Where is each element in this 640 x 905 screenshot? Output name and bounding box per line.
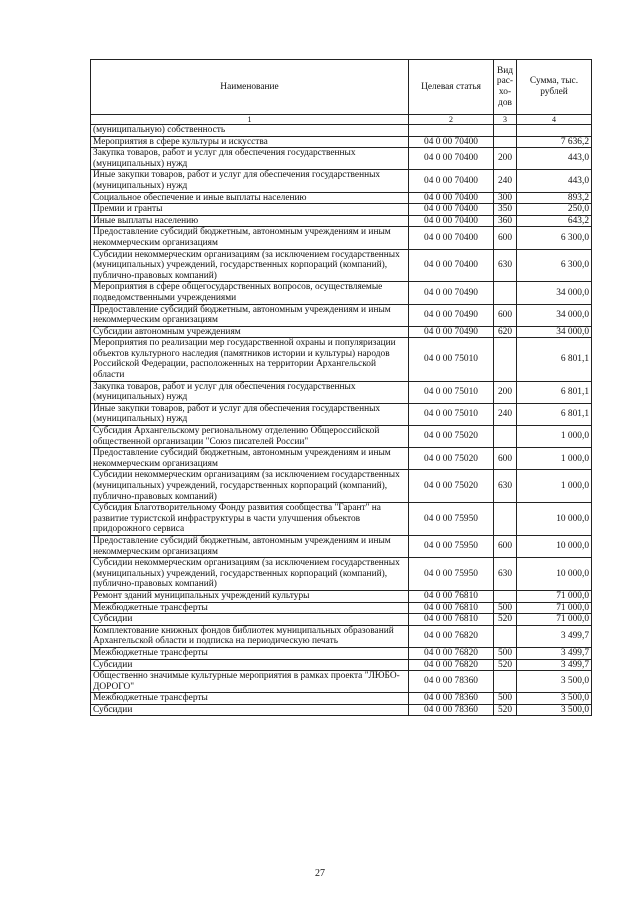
row-name: Межбюджетные трансферты (91, 602, 409, 614)
row-name: Субсидии (91, 704, 409, 716)
row-expense-type: 500 (494, 693, 517, 705)
row-expense-type: 600 (494, 448, 517, 470)
row-name: Закупка товаров, работ и услуг для обеспечения государственных (муниципальных) нужд (91, 381, 409, 403)
table-row (91, 647, 592, 659)
row-name: Субсидии (91, 614, 409, 626)
row-target-article: 04 0 00 75020 (409, 448, 494, 470)
row-sum: 6 300,0 (517, 249, 592, 282)
table-row (91, 704, 592, 716)
row-name: (муниципальную) собственность (91, 125, 409, 137)
table-row (91, 227, 592, 249)
row-expense-type: 500 (494, 647, 517, 659)
column-numbering-row (91, 115, 592, 125)
row-name: Общественно значимые культурные мероприятия в рамках проекта "ЛЮБО-ДОРОГО" (91, 671, 409, 693)
row-target-article: 04 0 00 76810 (409, 602, 494, 614)
row-name: Субсидии (91, 659, 409, 671)
row-sum: 71 000,0 (517, 590, 592, 602)
row-sum (517, 125, 592, 137)
table-row (91, 170, 592, 192)
row-name: Иные закупки товаров, работ и услуг для обеспечения государственных (муниципальных) нужд (91, 403, 409, 425)
row-expense-type: 300 (494, 192, 517, 204)
table-row (91, 659, 592, 671)
row-target-article: 04 0 00 75010 (409, 381, 494, 403)
table-row (91, 204, 592, 216)
row-name: Комплектование книжных фондов библиотек муниципальных образований Архангельской области и подписка на периодическую печать (91, 625, 409, 647)
table-row (91, 602, 592, 614)
row-target-article: 04 0 00 75020 (409, 426, 494, 448)
row-expense-type: 630 (494, 470, 517, 503)
row-name: Ремонт зданий муниципальных учреждений культуры (91, 590, 409, 602)
column-number: 3 (494, 115, 517, 125)
row-target-article: 04 0 00 75950 (409, 558, 494, 591)
header-target-article: Целевая статья (409, 60, 494, 115)
row-expense-type: 200 (494, 381, 517, 403)
row-name: Предоставление субсидий бюджетным, автономным учреждениям и иным некоммерческим организациям (91, 448, 409, 470)
row-name: Межбюджетные трансферты (91, 647, 409, 659)
row-name: Предоставление субсидий бюджетным, автономным учреждениям и иным некоммерческим организациям (91, 535, 409, 557)
row-sum: 1 000,0 (517, 448, 592, 470)
row-expense-type: 500 (494, 602, 517, 614)
row-sum: 443,0 (517, 148, 592, 170)
table-row (91, 671, 592, 693)
table-row (91, 535, 592, 557)
row-name: Мероприятия в сфере культуры и искусства (91, 136, 409, 148)
table-row (91, 625, 592, 647)
row-name: Иные закупки товаров, работ и услуг для обеспечения государственных (муниципальных) нужд (91, 170, 409, 192)
row-target-article: 04 0 00 70400 (409, 136, 494, 148)
row-sum: 6 801,1 (517, 338, 592, 381)
row-sum: 3 499,7 (517, 647, 592, 659)
column-number: 1 (91, 115, 409, 125)
column-number: 2 (409, 115, 494, 125)
table-row (91, 614, 592, 626)
row-sum: 10 000,0 (517, 535, 592, 557)
row-target-article: 04 0 00 76810 (409, 590, 494, 602)
row-name: Социальное обеспечение и иные выплаты населению (91, 192, 409, 204)
table-row (91, 249, 592, 282)
row-target-article: 04 0 00 70400 (409, 227, 494, 249)
row-target-article: 04 0 00 76820 (409, 625, 494, 647)
row-target-article: 04 0 00 70400 (409, 215, 494, 227)
row-sum: 3 500,0 (517, 671, 592, 693)
row-name: Субсидия Благотворительному Фонду развития сообщества "Гарант" на развитие туристской инфраструктуры в части улучшения объектов придорожного сервиса (91, 503, 409, 536)
row-expense-type: 240 (494, 403, 517, 425)
row-name: Мероприятия в сфере общегосударственных вопросов, осуществляемые подведомственными учреждениями (91, 282, 409, 304)
row-sum: 34 000,0 (517, 304, 592, 326)
table-row (91, 426, 592, 448)
row-target-article: 04 0 00 70400 (409, 170, 494, 192)
row-sum: 6 801,1 (517, 381, 592, 403)
table-row (91, 215, 592, 227)
table-row (91, 338, 592, 381)
row-expense-type (494, 625, 517, 647)
row-target-article: 04 0 00 76820 (409, 659, 494, 671)
table-row (91, 470, 592, 503)
table-row (91, 381, 592, 403)
row-target-article: 04 0 00 70400 (409, 192, 494, 204)
table-row (91, 282, 592, 304)
row-name: Премии и гранты (91, 204, 409, 216)
table-row (91, 503, 592, 536)
row-sum: 7 636,2 (517, 136, 592, 148)
row-target-article: 04 0 00 76810 (409, 614, 494, 626)
row-expense-type: 600 (494, 227, 517, 249)
row-target-article: 04 0 00 70400 (409, 249, 494, 282)
column-number: 4 (517, 115, 592, 125)
row-expense-type (494, 426, 517, 448)
row-expense-type: 360 (494, 215, 517, 227)
row-name: Субсидии некоммерческим организациям (за исключением государственных (муниципальных) учреждений, государственных корпораций (компаний), публично-правовых компаний) (91, 470, 409, 503)
table-row (91, 125, 592, 137)
row-name: Субсидии некоммерческим организациям (за исключением государственных (муниципальных) учреждений, государственных корпораций (компаний), публично-правовых компаний) (91, 249, 409, 282)
row-name: Субсидии автономным учреждениям (91, 326, 409, 338)
row-sum: 10 000,0 (517, 503, 592, 536)
row-target-article: 04 0 00 75950 (409, 535, 494, 557)
row-expense-type (494, 590, 517, 602)
row-expense-type: 240 (494, 170, 517, 192)
row-expense-type: 520 (494, 704, 517, 716)
table-row (91, 448, 592, 470)
row-name: Предоставление субсидий бюджетным, автономным учреждениям и иным некоммерческим организациям (91, 227, 409, 249)
table-row (91, 136, 592, 148)
header-sum: Сумма, тыс. рублей (517, 60, 592, 115)
row-sum: 3 500,0 (517, 693, 592, 705)
row-sum: 3 499,7 (517, 659, 592, 671)
row-sum: 893,2 (517, 192, 592, 204)
row-expense-type: 520 (494, 659, 517, 671)
row-sum: 250,0 (517, 204, 592, 216)
row-sum: 443,0 (517, 170, 592, 192)
row-sum: 34 000,0 (517, 326, 592, 338)
row-sum: 71 000,0 (517, 602, 592, 614)
row-sum: 10 000,0 (517, 558, 592, 591)
table-row (91, 693, 592, 705)
table-row (91, 590, 592, 602)
table-row (91, 148, 592, 170)
row-target-article: 04 0 00 70490 (409, 282, 494, 304)
row-expense-type (494, 282, 517, 304)
table-body (91, 125, 592, 716)
row-target-article: 04 0 00 76820 (409, 647, 494, 659)
row-expense-type: 350 (494, 204, 517, 216)
budget-table (90, 59, 592, 716)
row-expense-type (494, 503, 517, 536)
row-expense-type: 620 (494, 326, 517, 338)
row-sum: 3 499,7 (517, 625, 592, 647)
row-expense-type: 600 (494, 304, 517, 326)
row-sum: 34 000,0 (517, 282, 592, 304)
row-sum: 643,2 (517, 215, 592, 227)
row-target-article: 04 0 00 78360 (409, 693, 494, 705)
row-expense-type (494, 136, 517, 148)
row-sum: 1 000,0 (517, 426, 592, 448)
row-expense-type (494, 338, 517, 381)
table-row (91, 304, 592, 326)
row-expense-type (494, 125, 517, 137)
table-header-row (91, 60, 592, 115)
row-sum: 3 500,0 (517, 704, 592, 716)
row-sum: 6 801,1 (517, 403, 592, 425)
row-name: Предоставление субсидий бюджетным, автономным учреждениям и иным некоммерческим организациям (91, 304, 409, 326)
row-target-article: 04 0 00 70400 (409, 148, 494, 170)
row-target-article: 04 0 00 75010 (409, 403, 494, 425)
row-expense-type: 630 (494, 558, 517, 591)
row-target-article (409, 125, 494, 137)
row-target-article: 04 0 00 70490 (409, 326, 494, 338)
row-target-article: 04 0 00 75010 (409, 338, 494, 381)
table-row (91, 403, 592, 425)
row-name: Межбюджетные трансферты (91, 693, 409, 705)
page-number: 27 (315, 868, 325, 879)
table-row (91, 558, 592, 591)
row-expense-type: 600 (494, 535, 517, 557)
row-expense-type: 630 (494, 249, 517, 282)
row-target-article: 04 0 00 70400 (409, 204, 494, 216)
row-expense-type: 200 (494, 148, 517, 170)
table-row (91, 192, 592, 204)
header-expense-type: Вид рас-хо-дов (494, 60, 517, 115)
row-name: Мероприятия по реализации мер государственной охраны и популяризации объектов культурного наследия (памятников истории и культуры) народов Российской Федерации, расположенных на территории Архангельской области (91, 338, 409, 381)
row-target-article: 04 0 00 70490 (409, 304, 494, 326)
row-expense-type: 520 (494, 614, 517, 626)
row-sum: 71 000,0 (517, 614, 592, 626)
row-sum: 1 000,0 (517, 470, 592, 503)
row-target-article: 04 0 00 78360 (409, 671, 494, 693)
header-name: Наименование (91, 60, 409, 115)
row-name: Закупка товаров, работ и услуг для обеспечения государственных (муниципальных) нужд (91, 148, 409, 170)
row-expense-type (494, 671, 517, 693)
table-row (91, 326, 592, 338)
row-name: Субсидии некоммерческим организациям (за исключением государственных (муниципальных) учреждений, государственных корпораций (компаний), публично-правовых компаний) (91, 558, 409, 591)
row-target-article: 04 0 00 75950 (409, 503, 494, 536)
row-target-article: 04 0 00 75020 (409, 470, 494, 503)
row-target-article: 04 0 00 78360 (409, 704, 494, 716)
row-sum: 6 300,0 (517, 227, 592, 249)
row-name: Иные выплаты населению (91, 215, 409, 227)
row-name: Субсидия Архангельскому региональному отделению Общероссийской общественной организации "Союз писателей России" (91, 426, 409, 448)
